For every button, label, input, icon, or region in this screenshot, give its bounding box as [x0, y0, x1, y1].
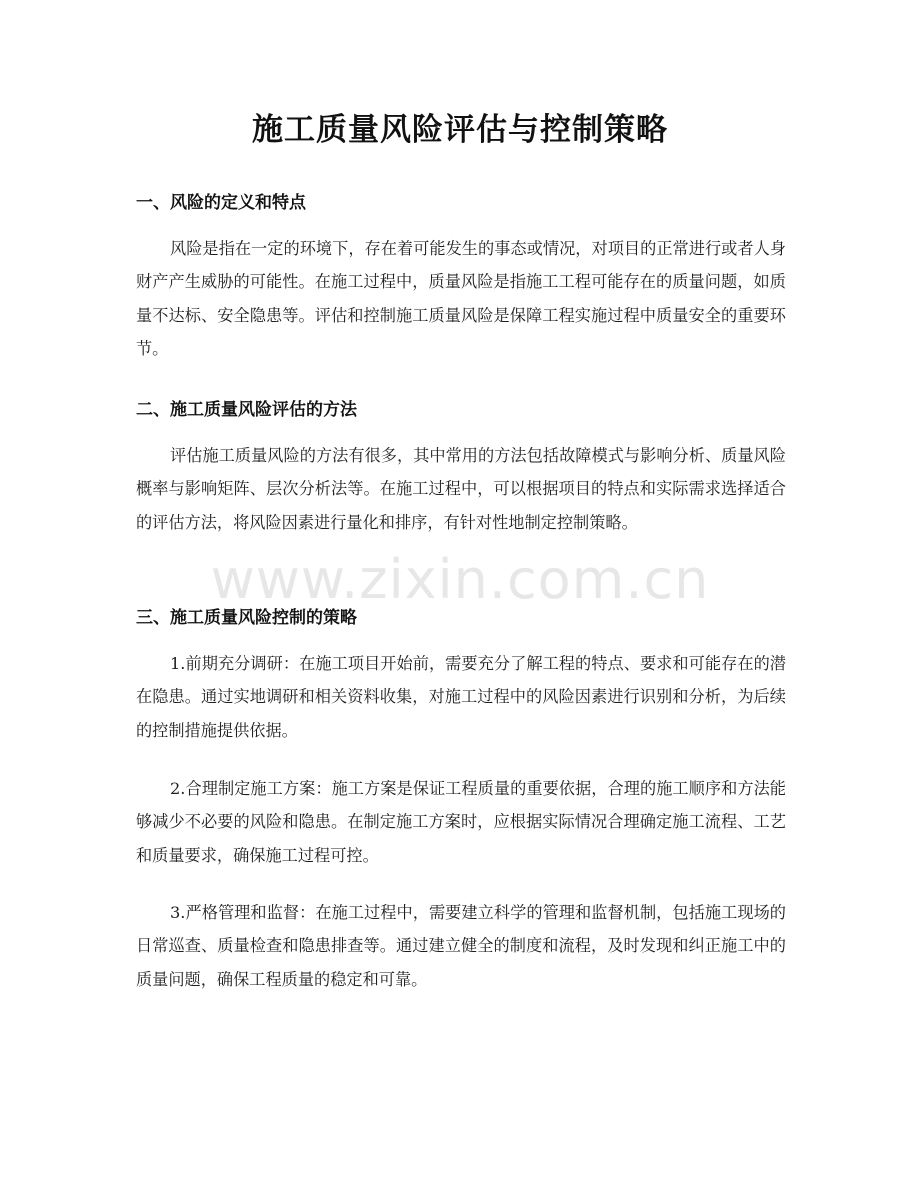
section-2-paragraph-1: 评估施工质量风险的方法有很多，其中常用的方法包括故障模式与影响分析、质量风险概率与影响矩阵、层次分析法等。在施工过程中，可以根据项目的特点和实际需求选择适合的评估方法，将风险因素进行量化和排序，有针对性地制定控制策略。 [136, 446, 786, 532]
section-3-paragraph-1: 1.前期充分调研：在施工项目开始前，需要充分了解工程的特点、要求和可能存在的潜在隐患。通过实地调研和相关资料收集，对施工过程中的风险因素进行识别和分析，为后续的控制措施提供依据。 [136, 654, 786, 740]
section-heading-1: 一、风险的定义和特点 [136, 193, 306, 213]
section-heading-3: 三、施工质量风险控制的策略 [136, 608, 357, 628]
watermark: www.zixin.com.cn [210, 548, 710, 611]
section-3-paragraph-3: 3.严格管理和监督：在施工过程中，需要建立科学的管理和监督机制，包括施工现场的日常巡查、质量检查和隐患排查等。通过建立健全的制度和流程，及时发现和纠正施工中的质量问题，确保工程质量的稳定和可靠。 [136, 903, 786, 989]
document-title: 施工质量风险评估与控制策略 [252, 112, 668, 148]
section-3-paragraph-2: 2.合理制定施工方案：施工方案是保证工程质量的重要依据，合理的施工顺序和方法能够减少不必要的风险和隐患。在制定施工方案时，应根据实际情况合理确定施工流程、工艺和质量要求，确保施工过程可控。 [136, 779, 786, 865]
section-heading-2: 二、施工质量风险评估的方法 [136, 400, 357, 420]
section-1-paragraph-1: 风险是指在一定的环境下，存在着可能发生的事态或情况，对项目的正常进行或者人身财产产生威胁的可能性。在施工过程中，质量风险是指施工工程可能存在的质量问题，如质量不达标、安全隐患等。评估和控制施工质量风险是保障工程实施过程中质量安全的重要环节。 [136, 239, 786, 358]
